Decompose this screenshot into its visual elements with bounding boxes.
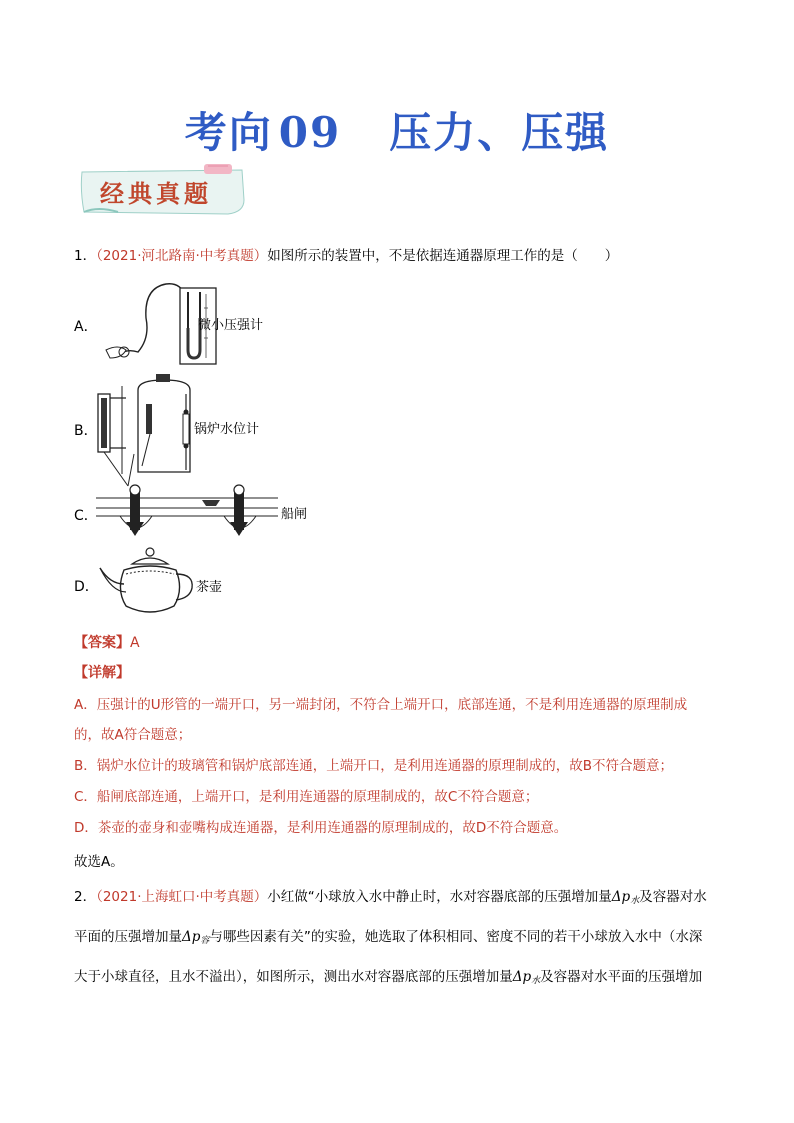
option-b-letter: B．: [74, 423, 98, 439]
question-2-line-1: [74, 882, 734, 916]
detail-line-5: D．茶壶的壶身和壶嘴构成连通器，是利用连通器的原理制成的，故D不符合题意。: [74, 820, 568, 836]
delta-p-symbol-2: Δp: [182, 929, 201, 945]
option-b-label: 锅炉水位计: [194, 422, 260, 437]
q1-source: （2021·河北路南·中考真题）: [96, 248, 268, 264]
delta-p-water: [612, 889, 639, 905]
subscript-water: 水: [630, 896, 640, 906]
option-d-label: 茶壶: [196, 580, 223, 595]
option-a-label: 微小压强计: [198, 318, 264, 333]
question-2-line-3: [74, 962, 734, 996]
detail-heading: [74, 662, 130, 682]
q2-text-3b: 及容器对水平面的压强增加: [540, 969, 703, 985]
title-number: 09: [278, 108, 342, 157]
q2-text-1b: 及容器对水: [639, 889, 707, 905]
delta-p-container: [182, 929, 209, 945]
q1-text: 如图所示的装置中，不是依据连通器原理工作的是（ ）: [267, 248, 619, 264]
option-a-letter: A．: [74, 319, 98, 335]
q2-source: （2021·上海虹口·中考真题）: [96, 889, 268, 905]
answer-line: [74, 632, 140, 652]
title-main: 考向: [184, 108, 273, 157]
option-c-letter: C．: [74, 508, 98, 524]
delta-p-symbol-3: Δp: [512, 969, 532, 985]
detail-bracket: 【详解】: [74, 665, 130, 681]
conclusion: 故选A。: [74, 854, 124, 870]
question-2-line-2: [74, 922, 734, 956]
banner-text: 经典真题: [100, 179, 212, 208]
q2-text-2b: 与哪些因素有关”的实验，她选取了体积相同、密度不同的若干小球放入水中（水深: [209, 929, 703, 945]
q1-number: 1．: [74, 248, 97, 264]
section-banner: [78, 160, 250, 220]
q2-number: 2．: [74, 889, 97, 905]
title-topic: 压力、压强: [389, 108, 610, 157]
detail-line-1: A．压强计的U形管的一端开口，另一端封闭，不符合上端开口，底部连通，不是利用连通器的原理制成: [74, 697, 688, 713]
answer-bracket: 【答案】: [74, 635, 130, 651]
subscript-container: 容: [200, 936, 210, 946]
question-1-stem: [74, 241, 734, 271]
teapot-figure: [96, 544, 200, 616]
delta-p-water-2: [513, 969, 540, 985]
page-title: [0, 100, 794, 160]
q2-text-1a: 小红做“小球放入水中静止时，水对容器底部的压强增加量: [267, 889, 612, 905]
detail-line-3: B．锅炉水位计的玻璃管和锅炉底部连通，上端开口，是利用连通器的原理制成的，故B不符合题意；: [74, 758, 674, 774]
q2-text-3: 大于小球直径，且水不溢出），如图所示，测出水对容器底部的压强增加量: [74, 969, 513, 985]
option-c-label: 船闸: [281, 507, 308, 522]
q2-text-2a: 平面的压强增加量: [74, 929, 182, 945]
ship-lock-figure: [96, 478, 278, 540]
detail-line-2: 的，故A符合题意；: [74, 727, 192, 743]
detail-line-4: C．船闸底部连通，上端开口，是利用连通器的原理制成的，故C不符合题意；: [74, 789, 539, 805]
delta-p-symbol: Δp: [611, 889, 631, 905]
option-d-letter: D．: [74, 579, 99, 595]
subscript-water-2: 水: [531, 976, 541, 986]
answer-value: A: [130, 635, 140, 651]
